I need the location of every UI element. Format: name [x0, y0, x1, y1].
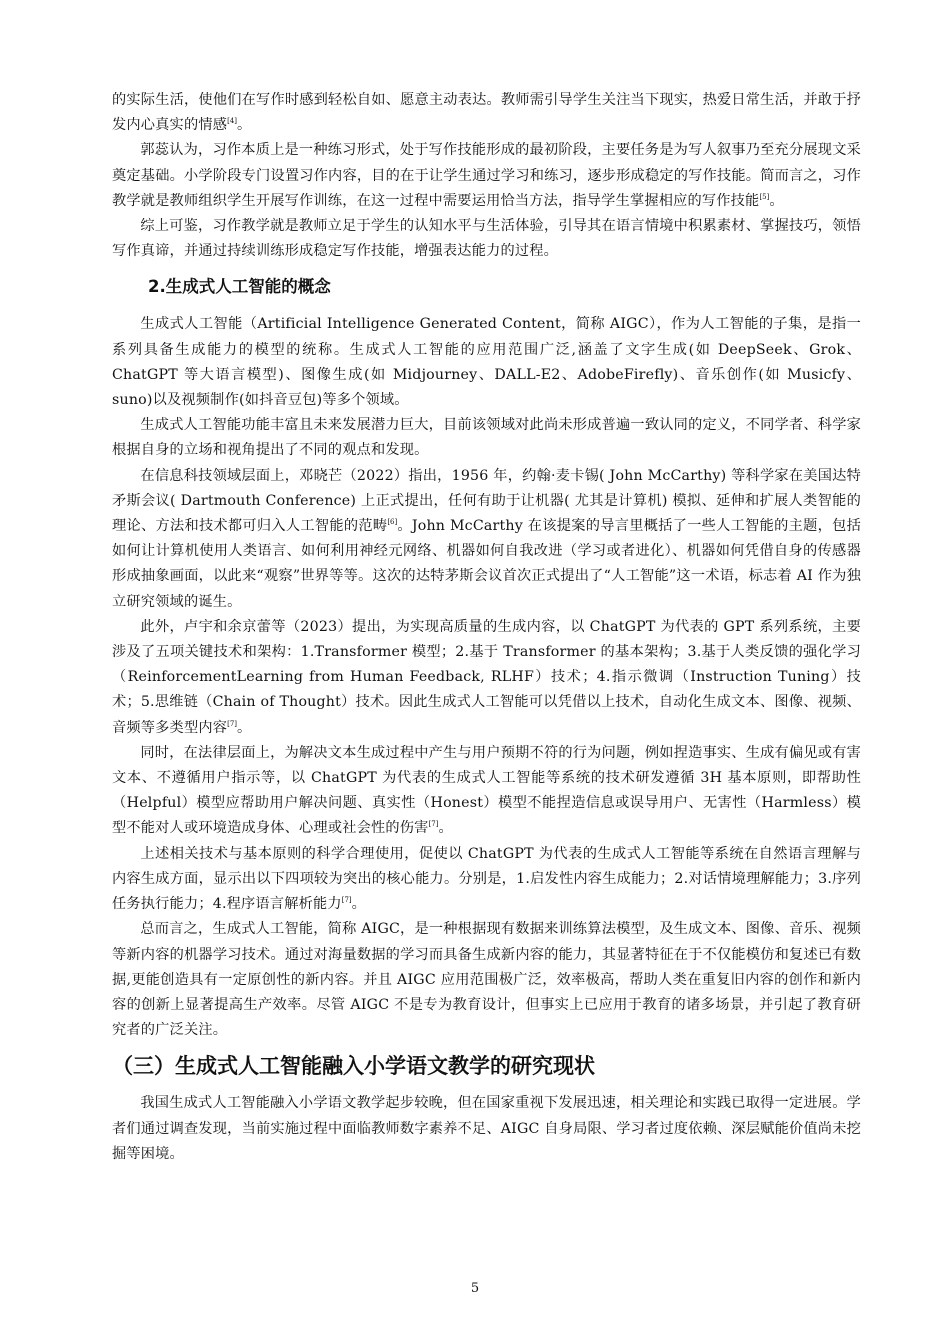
chapter-heading: （三）生成式人工智能融入小学语文教学的研究现状	[112, 1054, 595, 1079]
section-heading: 2.生成式人工智能的概念	[148, 277, 331, 297]
paragraph: 同时，在法律层面上，为解决文本生成过程中产生与用户预期不符的行为问题，例如捏造事实、生成有偏见或有害文本、不遵循用户指示等，以 ChatGPT 为代表的生成式人工智能等系统的技术研发遵循 3H 基本原则，即帮助性（Helpful）模型应帮助用户解决问题、真实性（Honest）模型不能捏造信息或误导用户、无害性（Harmless）模型不能对人或环境造成身体、心理或社会性的伤害[7]。	[112, 744, 861, 837]
citation-mark: [5]	[759, 192, 770, 201]
paragraph-continued: 的实际生活，使他们在写作时感到轻松自如、愿意主动表达。教师需引导学生关注当下现实，热爱日常生活，并敢于抒发内心真实的情感[4]。	[112, 92, 861, 134]
citation-mark: [6]	[387, 518, 398, 527]
document-body	[112, 88, 861, 1167]
citation-mark: [7]	[227, 719, 238, 728]
citation-mark: [4]	[227, 117, 238, 126]
paragraph: 生成式人工智能（Artificial Intelligence Generated Content，简称 AIGC），作为人工智能的子集，是指一系列具备生成能力的模型的统称。生成式人工智能的应用范围广泛,涵盖了文字生成(如 DeepSeek、Grok、ChatGPT 等大语言模型)、图像生成(如 Midjourney、DALL-E2、AdobeFirefly)、音乐创作(如 Musicfy、suno)以及视频制作(如抖音豆包)等多个领域。	[112, 316, 861, 409]
paragraph: 郭蕊认为，习作本质上是一种练习形式，处于写作技能形成的最初阶段，主要任务是为写人叙事乃至充分展现文采奠定基础。小学阶段专门设置习作内容，目的在于让学生通过学习和练习，逐步形成稳定的写作技能。简而言之，习作教学就是教师组织学生开展写作训练，在这一过程中需要运用恰当方法，指导学生掌握相应的写作技能[5]。	[112, 142, 861, 209]
paragraph: 我国生成式人工智能融入小学语文教学起步较晚，但在国家重视下发展迅速，相关理论和实践已取得一定进展。学者们通过调查发现，当前实施过程中面临教师数字素养不足、AIGC 自身局限、学习者过度依赖、深层赋能价值尚未挖掘等困境。	[112, 1095, 861, 1162]
citation-mark: [7]	[341, 896, 352, 905]
paragraph: 生成式人工智能功能丰富且未来发展潜力巨大，目前该领域对此尚未形成普遍一致认同的定义，不同学者、科学家根据自身的立场和视角提出了不同的观点和发现。	[112, 417, 861, 459]
paragraph: 上述相关技术与基本原则的科学合理使用，促使以 ChatGPT 为代表的生成式人工智能等系统在自然语言理解与内容生成方面，显示出以下四项较为突出的核心能力。分别是，1.启发性内容生成能力；2.对话情境理解能力；3.序列任务执行能力；4.程序语言解析能力[7]。	[112, 845, 861, 913]
paragraph: 综上可鉴，习作教学就是教师立足于学生的认知水平与生活体验，引导其在语言情境中积累素材、掌握技巧，领悟写作真谛，并通过持续训练形成稳定写作技能，增强表达能力的过程。	[112, 218, 861, 260]
paragraph: 此外，卢宇和余京蕾等（2023）提出，为实现高质量的生成内容，以 ChatGPT 为代表的 GPT 系列系统，主要涉及了五项关键技术和架构：1.Transformer 模型；2.基于 Transformer 的基本架构；3.基于人类反馈的强化学习（ReinforcementLearning from Human Feedback, RLHF）技术；4.指示微调（Instruction Tuning）技术；5.思维链（Chain of Thought）技术。因此生成式人工智能可以凭借以上技术，自动化生成文本、图像、视频、音频等多类型内容[7]。	[112, 618, 861, 736]
page-number: 5	[470, 1281, 480, 1296]
citation-mark: [7]	[428, 820, 439, 829]
paragraph: 在信息科技领域层面上，邓晓芒（2022）指出，1956 年，约翰·麦卡锡( John McCarthy) 等科学家在美国达特矛斯会议( Dartmouth Conference) 上正式提出，任何有助于让机器( 尤其是计算机) 模拟、延伸和扩展人类智能的理论、方法和技术都可归入人工智能的范畴[6]。John McCarthy 在该提案的导言里概括了一些人工智能的主题，包括如何让计算机使用人类语言、如何利用神经元网络、机器如何自我改进（学习或者进化）、机器如何凭借自身的传感器形成抽象画面，以此来“观察”世界等等。这次的达特茅斯会议首次正式提出了“人工智能”这一术语，标志着 AI 作为独立研究领域的诞生。	[112, 467, 861, 610]
paragraph: 总而言之，生成式人工智能，简称 AIGC，是一种根据现有数据来训练算法模型，及生成文本、图像、音乐、视频等新内容的机器学习技术。通过对海量数据的学习而具备生成新内容的能力，其显著特征在于不仅能模仿和复述已有数据,更能创造具有一定原创性的新内容。并且 AIGC 应用范围极广泛，效率极高，帮助人类在重复旧内容的创作和新内容的创新上显著提高生产效率。尽管 AIGC 不是专为教育设计，但事实上已应用于教育的诸多场景，并引起了教育研究者的广泛关注。	[112, 921, 861, 1039]
